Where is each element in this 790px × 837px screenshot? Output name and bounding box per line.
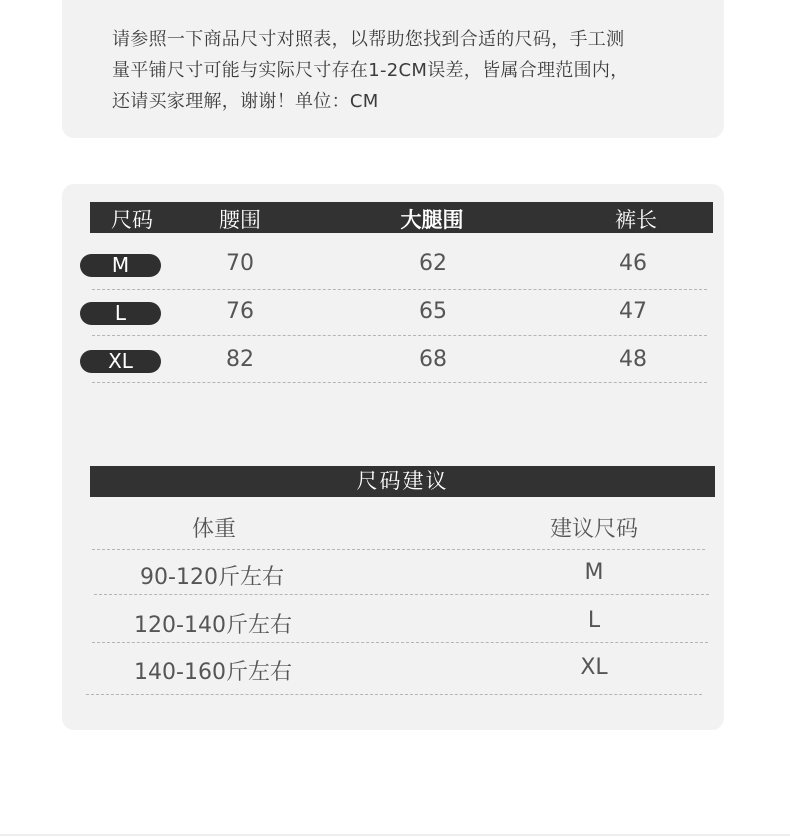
- row-divider: [92, 642, 708, 643]
- size-note-text: [112, 24, 712, 117]
- weight-value: 90-120斤左右: [140, 565, 284, 590]
- thigh-value: 62: [419, 251, 447, 276]
- row-divider: [92, 335, 707, 336]
- weight-value: 120-140斤左右: [134, 613, 292, 638]
- size-value: L: [587, 608, 601, 633]
- table-row: [62, 645, 724, 693]
- size-pill: XL: [80, 350, 161, 373]
- table-row: [62, 550, 724, 598]
- length-value: 48: [619, 347, 647, 372]
- waist-value: 76: [226, 299, 254, 324]
- table-row: [62, 244, 724, 292]
- header-thigh: 大腿围: [400, 208, 464, 232]
- header-size: 尺码: [111, 208, 153, 232]
- size-note-card: [62, 0, 724, 138]
- note-line: 量平铺尺寸可能与实际尺寸存在1-2CM误差，皆属合理范围内，: [112, 60, 629, 81]
- size-value: XL: [580, 655, 608, 680]
- size-chart-card: [62, 184, 724, 730]
- weight-value: 140-160斤左右: [134, 660, 292, 685]
- row-divider: [92, 382, 707, 383]
- length-value: 47: [619, 299, 647, 324]
- size-value: M: [584, 560, 604, 585]
- row-divider: [94, 594, 709, 595]
- header-weight: 体重: [191, 517, 237, 542]
- waist-value: 82: [226, 347, 254, 372]
- thigh-value: 65: [419, 299, 447, 324]
- recommendation-header-row: [62, 502, 724, 550]
- table-row: [62, 598, 724, 646]
- note-line: 请参照一下商品尺寸对照表，以帮助您找到合适的尺码，手工测: [112, 29, 625, 50]
- size-pill: M: [80, 254, 161, 277]
- table-row: [62, 292, 724, 340]
- header-length: 裤长: [615, 208, 657, 232]
- size-table-header: [90, 202, 713, 233]
- bottom-divider: [0, 834, 790, 836]
- length-value: 46: [619, 251, 647, 276]
- note-line: 还请买家理解，谢谢！单位：CM: [112, 91, 379, 112]
- thigh-value: 68: [419, 347, 447, 372]
- header-recommended-size: 建议尺码: [549, 517, 639, 542]
- recommendation-header: 尺码建议: [90, 466, 715, 497]
- header-waist: 腰围: [219, 208, 261, 232]
- row-divider: [86, 694, 702, 695]
- table-row: [62, 340, 724, 388]
- row-divider: [92, 289, 707, 290]
- size-pill: L: [80, 302, 161, 325]
- waist-value: 70: [226, 251, 254, 276]
